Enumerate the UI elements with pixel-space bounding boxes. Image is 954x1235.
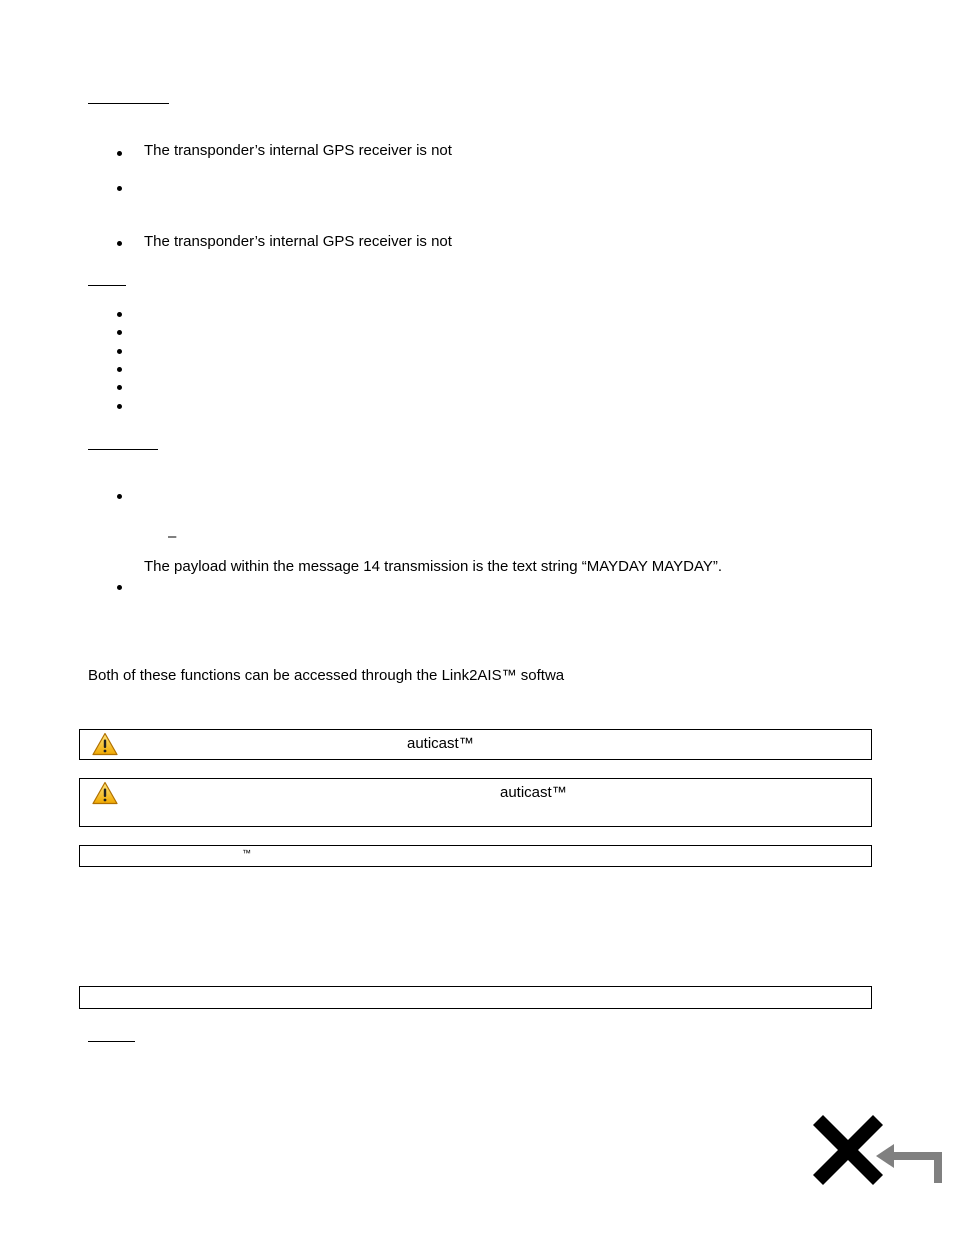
bullet-marker bbox=[117, 186, 122, 191]
bullet-marker bbox=[117, 151, 122, 156]
cross-arrow-logo-icon bbox=[810, 1115, 945, 1190]
body-paragraph: Both of these functions can be accessed through the Link2AIS™ softwa bbox=[88, 667, 565, 684]
note-box-1 bbox=[79, 845, 872, 867]
sub-item-mark: – bbox=[168, 528, 177, 545]
warning-icon bbox=[92, 781, 118, 805]
bullet-marker bbox=[117, 330, 122, 335]
warning-box-2 bbox=[79, 778, 872, 827]
bullet-marker bbox=[117, 349, 122, 354]
warning-text-2: auticast™ bbox=[500, 784, 567, 801]
bullet-text-gps-2: The transponder’s internal GPS receiver is not bbox=[144, 233, 452, 250]
section-heading-underline-2 bbox=[88, 285, 126, 286]
bullet-marker bbox=[117, 494, 122, 499]
bullet-marker bbox=[117, 241, 122, 246]
bullet-text-gps-1: The transponder’s internal GPS receiver is not bbox=[144, 142, 452, 159]
section-heading-underline-3 bbox=[88, 449, 158, 450]
warning-text-1: auticast™ bbox=[407, 735, 474, 752]
bullet-marker bbox=[117, 585, 122, 590]
section-heading-underline-1 bbox=[88, 103, 169, 104]
warning-box-1 bbox=[79, 729, 872, 760]
bullet-marker bbox=[117, 404, 122, 409]
trademark-mark: ™ bbox=[242, 848, 251, 858]
note-box-2 bbox=[79, 986, 872, 1009]
section-heading-underline-4 bbox=[88, 1041, 135, 1042]
bullet-marker bbox=[117, 367, 122, 372]
bullet-marker bbox=[117, 312, 122, 317]
bullet-marker bbox=[117, 385, 122, 390]
warning-icon bbox=[92, 732, 118, 756]
payload-text: The payload within the message 14 transmission is the text string “MAYDAY MAYDAY”. bbox=[144, 558, 723, 575]
